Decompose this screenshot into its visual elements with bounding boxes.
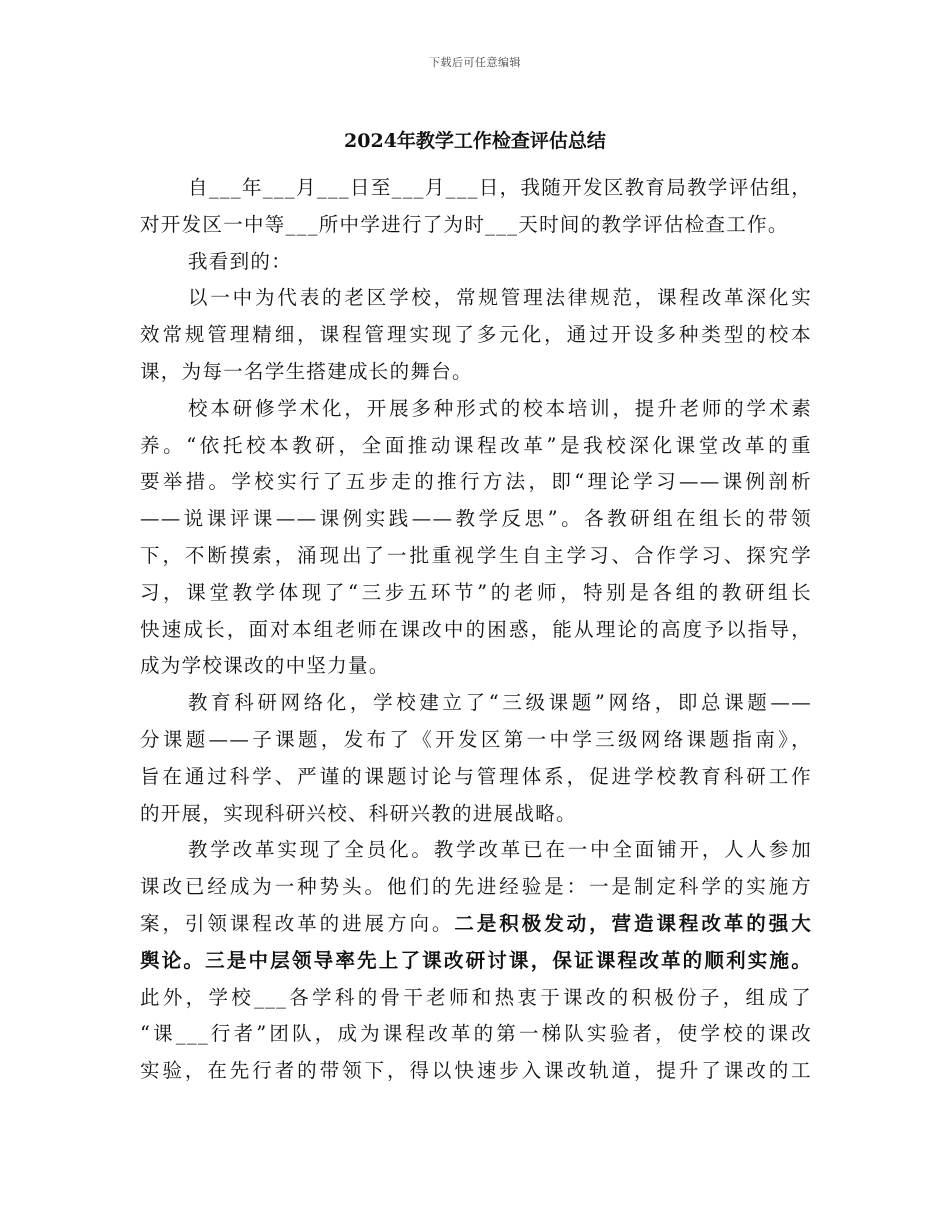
text-line: 实验，在先行者的带领下，得以快速步入课改轨道，提升了课改的工	[140, 1059, 812, 1083]
text-line: 养。“依托校本教研，全面推动课程改革”是我校深化课堂改革的重	[140, 433, 812, 457]
text-segment: 二是积极发动，营造课程改革的强大	[454, 911, 812, 935]
text-line: 快速成长，面对本组老师在课改中的困惑，能从理论的高度予以指导，	[140, 617, 812, 641]
text-line: 的开展，实现科研兴校、科研兴教的进展战略。	[140, 801, 577, 825]
text-line: 下，不断摸索，涌现出了一批重视学生自主学习、合作学习、探究学	[140, 543, 812, 567]
text-line: 旨在通过科学、严谨的课题讨论与管理体系，促进学校教育科研工作	[140, 764, 812, 788]
text-line: ——说课评课——课例实践——教学反思”。各教研组在组长的带领	[140, 507, 812, 531]
text-line: 教学改革实现了全员化。教学改革已在一中全面铺开，人人参加	[188, 838, 812, 862]
text-line: 对开发区一中等___所中学进行了为时___天时间的教学评估检查工作。	[140, 212, 789, 236]
text-line	[140, 906, 812, 943]
text-line: 我看到的：	[188, 249, 293, 273]
text-line: 舆论。三是中层领导率先上了课改研讨课，保证课程改革的顺利实施。	[140, 948, 812, 972]
text-line: 分课题——子课题，发布了《开发区第一中学三级网络课题指南》，	[140, 727, 812, 751]
text-line: “课___行者”团队，成为课程改革的第一梯队实验者，使学校的课改	[140, 1022, 812, 1046]
header-note: 下载后可任意编辑	[429, 56, 521, 69]
text-line: 自___年___月___日至___月___日，我随开发区教育局教学评估组，	[188, 176, 812, 199]
text-line: 效常规管理精细，课程管理实现了多元化，通过开设多种类型的校本	[140, 323, 812, 347]
text-line: 课改已经成为一种势头。他们的先进经验是：一是制定科学的实施方	[140, 875, 812, 899]
document-body	[140, 170, 812, 1090]
text-line: 要举措。学校实行了五步走的推行方法，即“理论学习——课例剖析	[140, 470, 812, 494]
document-title: 2024年教学工作检查评估总结	[344, 130, 606, 152]
text-line: 习，课堂教学体现了“三步五环节”的老师，特别是各组的教研组长	[140, 580, 812, 604]
text-segment: 案，引领课程改革的进展方向。	[140, 911, 455, 935]
text-line: 此外，学校___各学科的骨干老师和热衷于课改的积极份子，组成了	[140, 985, 812, 1009]
text-line: 教育科研网络化，学校建立了“三级课题”网络，即总课题——	[188, 691, 812, 715]
text-line: 课，为每一名学生搭建成长的舞台。	[140, 359, 473, 383]
text-line: 校本研修学术化，开展多种形式的校本培训，提升老师的学术素	[188, 396, 812, 420]
text-line: 以一中为代表的老区学校，常规管理法律规范，课程改革深化实	[188, 286, 812, 310]
text-line: 成为学校课改的中坚力量。	[140, 654, 390, 678]
